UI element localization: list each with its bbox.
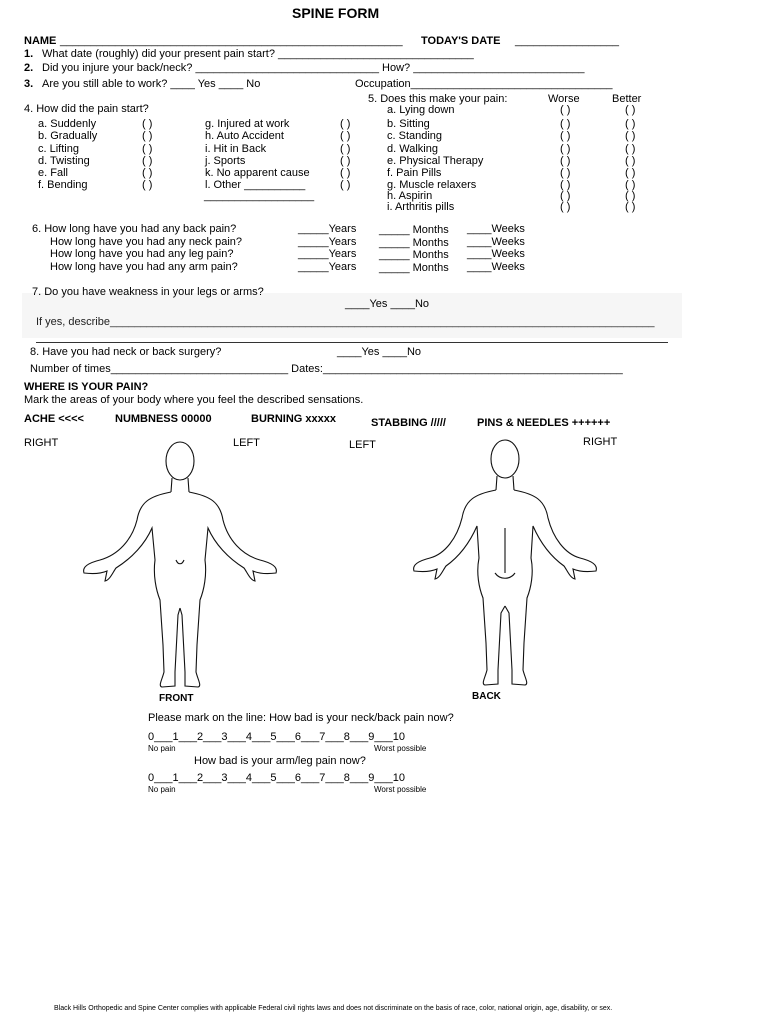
front-right-label: RIGHT xyxy=(24,437,59,449)
pain-start-checkbox[interactable]: ( ) xyxy=(340,118,351,130)
months-field[interactable]: _____ Months xyxy=(379,249,449,261)
pain-start-option: h. Auto Accident xyxy=(205,130,284,142)
legend-numbness: NUMBNESS 00000 xyxy=(115,413,212,425)
weeks-field[interactable]: ____Weeks xyxy=(467,261,525,273)
pain-heading: WHERE IS YOUR PAIN? xyxy=(24,381,149,393)
weeks-field[interactable]: ____Weeks xyxy=(467,236,525,248)
q1-text[interactable]: What date (roughly) did your present pain start? ________________________________ xyxy=(42,48,474,60)
legend-ache: ACHE <<<< xyxy=(24,413,84,425)
worse-header: Worse xyxy=(548,93,580,105)
worse-checkbox[interactable]: ( ) xyxy=(560,201,571,213)
pain-start-checkbox[interactable]: ( ) xyxy=(142,155,153,167)
worse-checkbox[interactable]: ( ) xyxy=(560,155,571,167)
q5-heading: 5. Does this make your pain: xyxy=(368,93,508,105)
pain-start-checkbox[interactable]: ( ) xyxy=(340,130,351,142)
years-field[interactable]: _____Years xyxy=(298,223,357,235)
effect-item: i. Arthritis pills xyxy=(387,201,455,213)
better-header: Better xyxy=(612,93,642,105)
better-checkbox[interactable]: ( ) xyxy=(625,155,636,167)
scale2-question: How bad is your arm/leg pain now? xyxy=(194,755,366,767)
better-checkbox[interactable]: ( ) xyxy=(625,130,636,142)
q7-text: 7. Do you have weakness in your legs or arms? xyxy=(32,286,264,298)
years-field[interactable]: _____Years xyxy=(298,261,357,273)
years-field[interactable]: _____Years xyxy=(298,236,357,248)
scale2-high: Worst possible xyxy=(374,785,427,794)
pain-start-option: d. Twisting xyxy=(38,155,90,167)
pain-start-checkbox[interactable]: ( ) xyxy=(142,179,153,191)
pain-start-option: b. Gradually xyxy=(38,130,98,142)
months-field[interactable]: _____ Months xyxy=(379,224,449,236)
q4-heading: 4. How did the pain start? xyxy=(24,103,149,115)
effect-item: h. Aspirin xyxy=(387,190,433,202)
legend-stabbing: STABBING ///// xyxy=(371,417,446,429)
worse-checkbox[interactable]: ( ) xyxy=(560,104,571,116)
weeks-field[interactable]: ____Weeks xyxy=(467,248,525,260)
q8-times-dates[interactable]: Number of times_____________________________ Dates:_________________________________________________ xyxy=(30,363,623,375)
pain-start-checkbox[interactable]: ( ) xyxy=(142,130,153,142)
better-checkbox[interactable]: ( ) xyxy=(625,201,636,213)
effect-item: e. Physical Therapy xyxy=(387,155,484,167)
scale2-low: No pain xyxy=(148,785,176,794)
worse-checkbox[interactable]: ( ) xyxy=(560,179,571,191)
pain-start-checkbox[interactable]: ( ) xyxy=(142,167,153,179)
pain-start-option: g. Injured at work xyxy=(205,118,290,130)
q8-yes-no[interactable]: ____Yes ____No xyxy=(337,346,422,358)
effect-item: a. Lying down xyxy=(387,104,455,116)
pain-start-option: c. Lifting xyxy=(38,143,79,155)
q3-text[interactable]: Are you still able to work? ____ Yes ____ No xyxy=(42,78,261,90)
scale1-question: Please mark on the line: How bad is your neck/back pain now? xyxy=(148,712,454,724)
pain-instruction: Mark the areas of your body where you feel the described sensations. xyxy=(24,394,364,406)
front-label: FRONT xyxy=(159,693,194,704)
q7-describe[interactable]: If yes, describe_________________________________________________________________________________________ xyxy=(36,316,655,328)
duration-question: How long have you had any leg pain? xyxy=(50,248,234,260)
front-left-label: LEFT xyxy=(233,437,260,449)
better-checkbox[interactable]: ( ) xyxy=(625,179,636,191)
form-title: SPINE FORM xyxy=(292,5,380,21)
better-checkbox[interactable]: ( ) xyxy=(625,118,636,130)
worse-checkbox[interactable]: ( ) xyxy=(560,190,571,202)
legend-pins-needles: PINS & NEEDLES ++++++ xyxy=(477,417,611,429)
other-blank[interactable]: __________________ xyxy=(204,190,315,202)
effect-item: g. Muscle relaxers xyxy=(387,179,477,191)
duration-question: How long have you had any neck pain? xyxy=(50,236,243,248)
better-checkbox[interactable]: ( ) xyxy=(625,190,636,202)
worse-checkbox[interactable]: ( ) xyxy=(560,143,571,155)
scale1-low: No pain xyxy=(148,744,176,753)
pain-start-checkbox[interactable]: ( ) xyxy=(142,118,153,130)
pain-start-option: k. No apparent cause xyxy=(205,167,310,179)
date-label: TODAY'S DATE xyxy=(421,35,501,47)
q2-number: 2. xyxy=(24,62,34,74)
duration-question: How long have you had any arm pain? xyxy=(50,261,238,273)
date-field[interactable]: _________________ xyxy=(515,35,620,47)
effect-item: f. Pain Pills xyxy=(387,167,442,179)
months-field[interactable]: _____ Months xyxy=(379,237,449,249)
pain-start-option: l. Other __________ xyxy=(205,179,306,191)
better-checkbox[interactable]: ( ) xyxy=(625,143,636,155)
q3-number: 3. xyxy=(24,78,34,90)
back-body-diagram[interactable] xyxy=(400,438,610,693)
months-field[interactable]: _____ Months xyxy=(379,262,449,274)
scale1-high: Worst possible xyxy=(374,744,427,753)
name-label: NAME xyxy=(24,35,57,47)
worse-checkbox[interactable]: ( ) xyxy=(560,167,571,179)
name-field[interactable]: ________________________________________________________ xyxy=(60,35,403,47)
effect-item: c. Standing xyxy=(387,130,443,142)
pain-start-checkbox[interactable]: ( ) xyxy=(340,167,351,179)
weeks-field[interactable]: ____Weeks xyxy=(467,223,525,235)
pain-start-checkbox[interactable]: ( ) xyxy=(142,143,153,155)
footer-notice: Black Hills Orthopedic and Spine Center complies with applicable Federal civil rights laws and does not discriminate on the basis of race, color, national origin, age, disability, or sex. xyxy=(54,1005,613,1012)
scale1-line[interactable]: 0___1___2___3___4___5___6___7___8___9___10 xyxy=(148,731,405,743)
front-body-diagram[interactable] xyxy=(80,440,290,695)
pain-start-option: i. Hit in Back xyxy=(205,143,267,155)
better-checkbox[interactable]: ( ) xyxy=(625,104,636,116)
scale2-line[interactable]: 0___1___2___3___4___5___6___7___8___9___10 xyxy=(148,772,405,784)
q8-text: 8. Have you had neck or back surgery? xyxy=(30,346,222,358)
q1-number: 1. xyxy=(24,48,34,60)
back-left-label: LEFT xyxy=(349,439,376,451)
years-field[interactable]: _____Years xyxy=(298,248,357,260)
pain-start-checkbox[interactable]: ( ) xyxy=(340,155,351,167)
pain-start-option: f. Bending xyxy=(38,179,88,191)
back-label: BACK xyxy=(472,691,501,702)
back-right-label: RIGHT xyxy=(583,436,618,448)
worse-checkbox[interactable]: ( ) xyxy=(560,118,571,130)
worse-checkbox[interactable]: ( ) xyxy=(560,130,571,142)
pain-start-option: a. Suddenly xyxy=(38,118,97,130)
pain-start-checkbox[interactable]: ( ) xyxy=(340,143,351,155)
duration-question: 6. How long have you had any back pain? xyxy=(32,223,237,235)
effect-item: b. Sitting xyxy=(387,118,430,130)
pain-start-checkbox[interactable]: ( ) xyxy=(340,179,351,191)
occupation-field[interactable]: Occupation_________________________________ xyxy=(355,78,613,90)
effect-item: d. Walking xyxy=(387,143,438,155)
pain-start-option: e. Fall xyxy=(38,167,68,179)
divider xyxy=(36,342,668,343)
q7-yes-no[interactable]: ____Yes ____No xyxy=(345,298,430,310)
legend-burning: BURNING xxxxx xyxy=(251,413,336,425)
better-checkbox[interactable]: ( ) xyxy=(625,167,636,179)
q2-text[interactable]: Did you injure your back/neck? ______________________________ How? ____________________________ xyxy=(42,62,585,74)
pain-start-option: j. Sports xyxy=(205,155,246,167)
